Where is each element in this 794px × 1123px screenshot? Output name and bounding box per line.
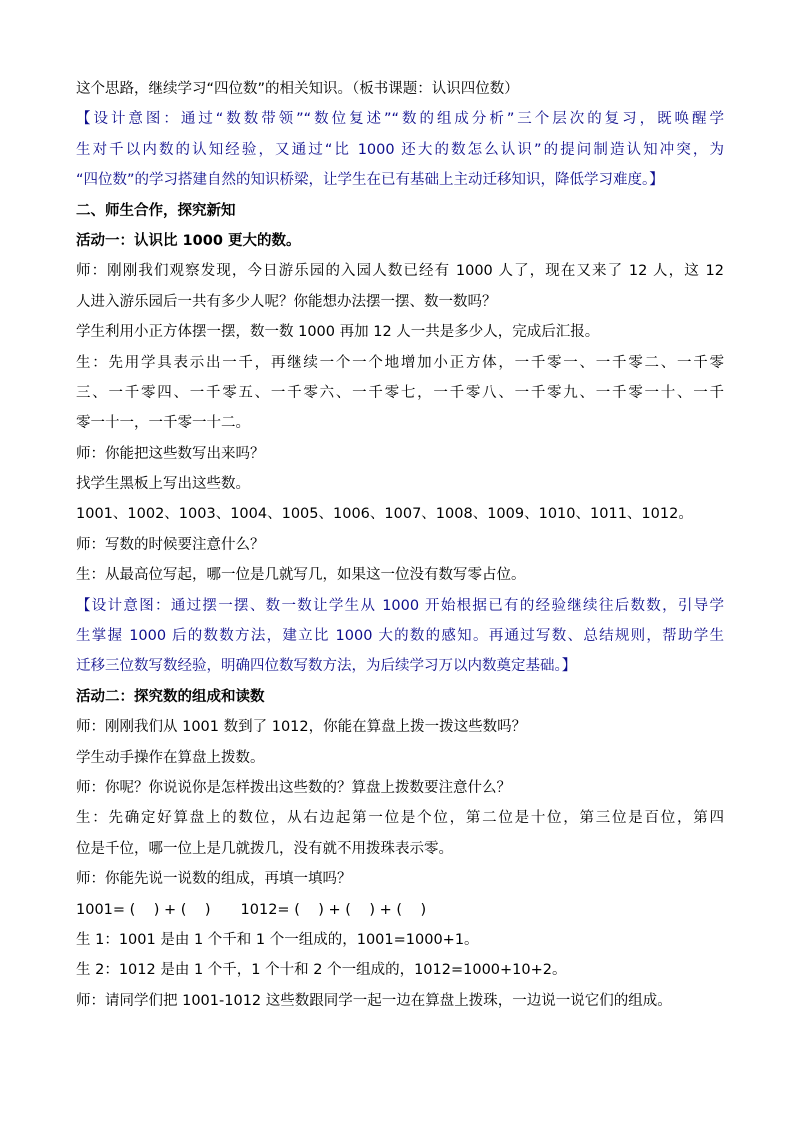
formula-line <box>76 895 724 925</box>
text-line: 生 1：1001 是由 1 个千和 1 个一组成的，1001=1000+1。 <box>76 931 479 948</box>
text-line: 师：请同学们把 1001-1012 这些数跟同学一起一边在算盘上拨珠，一边说一说它们的组成。 <box>76 992 672 1009</box>
text-line: 学生利用小正方体摆一摆，数一数 1000 再加 12 人一共是多少人，完成后汇报。 <box>76 324 600 341</box>
text-line: 生 2：1012 是由 1 个千，1 个十和 2 个一组成的，1012=1000+10+2。 <box>76 962 567 979</box>
text-line: 学生动手操作在算盘上拨数。 <box>76 749 265 766</box>
text-line: 零一十一，一千零一十二。 <box>76 415 250 432</box>
text-line: 生：先用学具表示出一千，再继续一个一个地增加小正方体，一千零一、一千零二、一千零 <box>76 354 724 371</box>
formula-left: 1001= ( ) + ( ) <box>76 901 211 918</box>
text-line: 生：从最高位写起，哪一位是几就写几，如果这一位没有数写零占位。 <box>76 567 526 584</box>
text-line: 师：刚刚我们观察发现，今日游乐园的入园人数已经有 1000 人了，现在又来了 12 人，这 12 <box>76 263 724 280</box>
text-line: 师：你能把这些数写出来吗？ <box>76 445 265 462</box>
text-line: 师：你能先说一说数的组成，再填一填吗？ <box>76 871 352 888</box>
design-intent-line: 【设计意图：通过“数数带领”“数位复述”“数的组成分析”三个层次的复习，既唤醒学 <box>76 111 724 128</box>
formula-right: 1012= ( ) + ( ) + ( ) <box>240 901 427 918</box>
design-intent-line: 迁移三位数写数经验，明确四位数写数方法，为后续学习万以内数奠定基础。】 <box>76 658 577 675</box>
text-line: 师：写数的时候要注意什么？ <box>76 536 265 553</box>
document-page <box>76 74 724 1016</box>
text-line: 位是千位，哪一位上是几就拨几，没有就不用拨珠表示零。 <box>76 840 453 857</box>
design-intent-line: “四位数”的学习搭建自然的知识桥梁，让学生在已有基础上主动迁移知识，降低学习难度。】 <box>76 172 664 189</box>
text-line: 生：先确定好算盘上的数位，从右边起第一位是个位，第二位是十位，第三位是百位，第四 <box>76 810 724 827</box>
design-intent-line: 生对千以内数的认知经验，又通过“比 1000 还大的数怎么认识”的提问制造认知冲突，为 <box>76 141 724 158</box>
text-line: 这个思路，继续学习“四位数”的相关知识。（板书课题：认识四位数） <box>76 81 519 97</box>
section-heading: 二、师生合作，探究新知 <box>76 202 236 219</box>
design-intent-line: 【设计意图：通过摆一摆、数一数让学生从 1000 开始根据已有的经验继续往后数数，引导学 <box>76 597 724 614</box>
text-line: 师：你呢？你说说你是怎样拨出这些数的？算盘上拨数要注意什么？ <box>76 779 511 796</box>
text-line: 三、一千零四、一千零五、一千零六、一千零七，一千零八、一千零九、一千零一十、一千 <box>76 384 724 401</box>
activity-heading: 活动二：探究数的组成和读数 <box>76 688 265 705</box>
text-line: 人进入游乐园后一共有多少人呢？你能想办法摆一摆、数一数吗？ <box>76 293 497 310</box>
text-line: 找学生黑板上写出这些数。 <box>76 476 250 493</box>
text-line: 师：刚刚我们从 1001 数到了 1012，你能在算盘上拨一拨这些数吗？ <box>76 719 527 736</box>
activity-heading: 活动一：认识比 1000 更大的数。 <box>76 232 301 249</box>
number-sequence-line: 1001、1002、1003、1004、1005、1006、1007、1008、1009、1010、1011、1012。 <box>76 506 693 523</box>
design-intent-line: 生掌握 1000 后的数数方法，建立比 1000 大的数的感知。再通过写数、总结规则，帮助学生 <box>76 628 724 645</box>
